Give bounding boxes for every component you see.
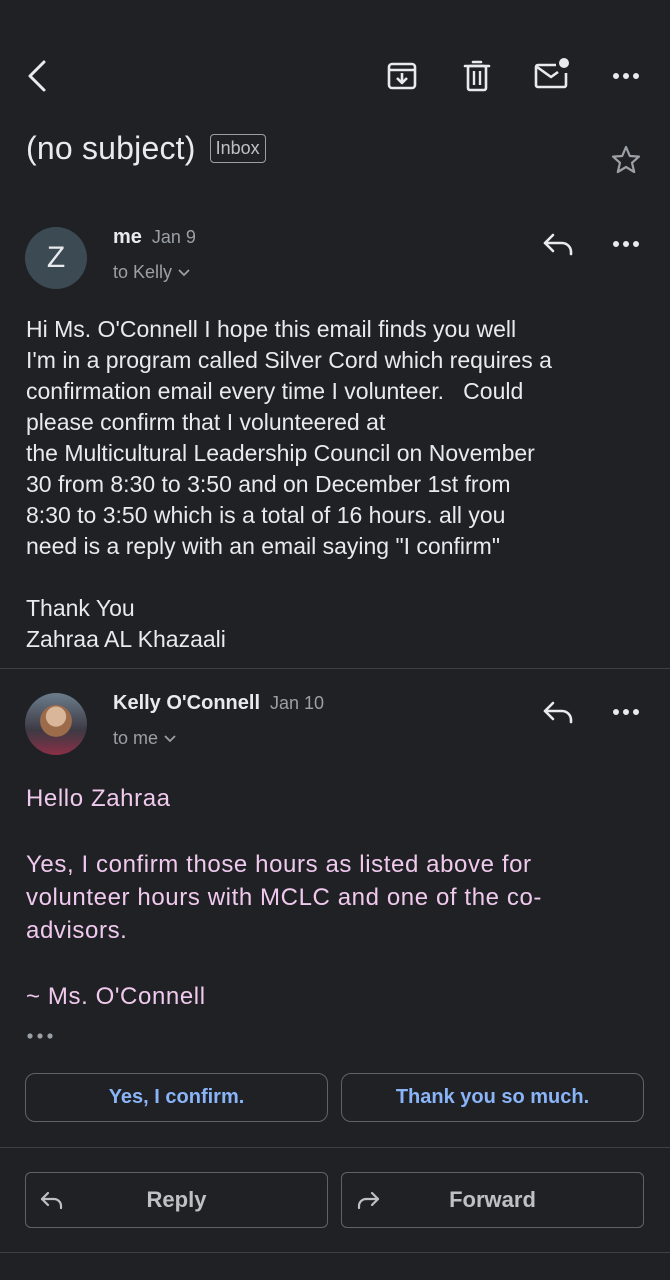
forward-icon <box>356 1190 380 1210</box>
sender-name-text: me <box>113 226 142 248</box>
signoff-line: Zahraa AL Khazaali <box>26 626 226 652</box>
sender-name-text: Kelly O'Connell <box>113 692 261 714</box>
chevron-down-icon <box>164 735 176 743</box>
more-horizontal-icon <box>612 72 640 80</box>
reply-icon <box>40 1190 64 1210</box>
chevron-down-icon <box>178 269 190 277</box>
mark-unread-button[interactable] <box>530 54 574 94</box>
reply-button[interactable] <box>25 1172 328 1228</box>
back-arrow-icon <box>24 58 48 94</box>
bottom-divider <box>0 1252 670 1253</box>
signoff-line: ~ Ms. O'Connell <box>26 983 206 1010</box>
more-horizontal-icon <box>612 240 640 248</box>
message-reply-button[interactable] <box>538 226 578 262</box>
forward-button[interactable] <box>341 1172 644 1228</box>
avatar[interactable] <box>25 693 87 755</box>
sender-name <box>113 226 196 249</box>
message-header[interactable] <box>0 222 670 302</box>
sender-name <box>113 692 324 715</box>
archive-button[interactable] <box>381 56 423 96</box>
body-line: confirmation email every time I volunteer. Could <box>26 378 524 404</box>
reply-icon <box>542 700 574 724</box>
recipient-details[interactable] <box>113 728 176 749</box>
recipient-text: to me <box>113 728 159 748</box>
more-options-button[interactable] <box>604 56 648 96</box>
greeting-line: Hello Zahraa <box>26 785 171 812</box>
message-divider <box>0 668 670 669</box>
recipient-details[interactable] <box>113 262 190 283</box>
message-body <box>26 314 651 655</box>
delete-button[interactable] <box>456 56 498 96</box>
inbox-label-chip[interactable]: Inbox <box>210 134 266 163</box>
email-subject: (no subject) <box>26 130 196 166</box>
message-date: Jan 9 <box>151 227 196 247</box>
body-line: volunteer hours with MCLC and one of the co- <box>26 884 542 911</box>
message-more-button[interactable] <box>606 226 646 262</box>
message-body <box>26 782 636 1013</box>
message-more-button[interactable] <box>606 694 646 730</box>
top-toolbar <box>0 0 670 166</box>
back-button[interactable] <box>16 54 56 98</box>
avatar[interactable] <box>25 227 87 289</box>
more-horizontal-icon <box>612 708 640 716</box>
body-line: please confirm that I volunteered at <box>26 409 386 435</box>
star-button[interactable] <box>606 140 646 180</box>
show-trimmed-content-button[interactable] <box>26 1026 56 1046</box>
smart-reply-button[interactable]: Thank you so much. <box>341 1073 644 1122</box>
body-line: Hi Ms. O'Connell I hope this email finds you well <box>26 316 517 342</box>
more-horizontal-icon <box>26 1032 54 1040</box>
reply-icon <box>542 232 574 256</box>
message-reply-button[interactable] <box>538 694 578 730</box>
recipient-text: to Kelly <box>113 262 173 282</box>
body-line: Yes, I confirm those hours as listed above for <box>26 851 532 878</box>
signoff-line: Thank You <box>26 595 135 621</box>
forward-label: Forward <box>449 1187 536 1212</box>
body-line: I'm in a program called Silver Cord which requires a <box>26 347 552 373</box>
body-line: 30 from 8:30 to 3:50 and on December 1st from <box>26 471 511 497</box>
mark-unread-icon <box>534 57 570 91</box>
actions-divider <box>0 1147 670 1148</box>
body-line: 8:30 to 3:50 which is a total of 16 hours. all you <box>26 502 506 528</box>
body-line: advisors. <box>26 917 128 944</box>
body-line: need is a reply with an email saying "I confirm" <box>26 533 500 559</box>
trash-icon <box>463 60 491 92</box>
reply-label: Reply <box>146 1187 207 1212</box>
star-icon <box>610 144 642 176</box>
message-header[interactable] <box>0 690 670 770</box>
subject-row <box>26 130 266 167</box>
smart-reply-button[interactable]: Yes, I confirm. <box>25 1073 328 1122</box>
message-date: Jan 10 <box>270 693 325 713</box>
archive-icon <box>386 60 418 92</box>
avatar-initial: Z <box>46 241 66 274</box>
body-line: the Multicultural Leadership Council on November <box>26 440 535 466</box>
